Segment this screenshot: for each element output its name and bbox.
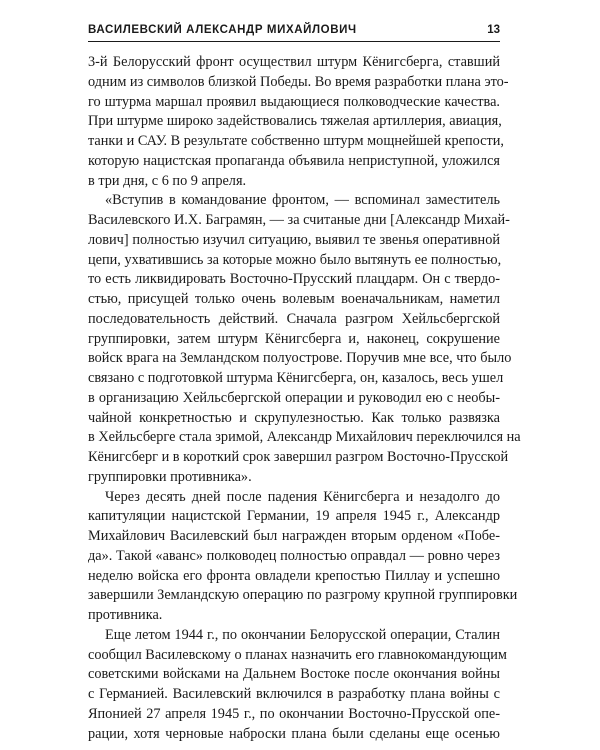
text-line: цепи, ухватившись за которые можно было вытянуть ее полностью,: [88, 251, 502, 268]
text-line: которую нацистская пропаганда объявила неприступной, уложился: [88, 152, 500, 169]
text-line: Михайлович Василевский был награжден вторым орденом «Побе-: [88, 528, 500, 544]
text-line: 3-й Белорусский фронт осуществил штурм Кёнигсберга, ставший: [88, 54, 500, 70]
text-line: стью, присущей только очень волевым военачальникам, наметил: [88, 291, 500, 307]
page-number: 13: [487, 24, 500, 36]
text-line: группировки, затем штурм Кёнигсберга и, наконец, сокрушение: [88, 330, 500, 347]
text-line: рации, хотя черновые наброски плана были сделаны еще осенью: [88, 725, 500, 742]
text-line: в три дня, с 6 по 9 апреля.: [88, 172, 247, 189]
text-line: группировки противника».: [88, 468, 252, 485]
text-line: Еще летом 1944 г., по окончании Белорусской операции, Сталин: [105, 626, 500, 643]
text-line: одним из символов близкой Победы. Во время разработки плана это-: [88, 73, 509, 90]
text-line: го штурма маршал проявил выдающиеся полководческие качества.: [88, 93, 500, 110]
text-line: связано с подготовкой штурма Кёнигсберга, он, казалось, весь ушел: [88, 370, 504, 386]
text-line: завершили Земландскую операцию по разгрому крупной группировки: [88, 587, 518, 604]
running-title: ВАСИЛЕВСКИЙ АЛЕКСАНДР МИХАЙЛОВИЧ: [88, 24, 357, 36]
text-line: чайной конкретностью и скрупулезностью. Как только развязка: [88, 409, 500, 426]
text-line: При штурме широко задействовались тяжелая артиллерия, авиация,: [88, 113, 502, 130]
paragraph-3: [88, 488, 518, 626]
paragraph-2: [88, 191, 521, 487]
text-line: противника.: [88, 607, 163, 623]
text-line: последовательность действий. Сначала разгром Хейльсбергской: [88, 310, 500, 327]
text-line: да». Такой «аванс» полководец полностью оправдал — ровно через: [88, 547, 500, 564]
text-line: неделю войска его фронта овладели крепостью Пиллау и успешно: [88, 567, 500, 584]
body-text: [88, 53, 521, 744]
header-rule: [88, 41, 500, 42]
text-line: войск врага на Земландском полуострове. Поручив мне все, что было: [88, 350, 512, 367]
text-line: «Вступив в командование фронтом, — вспоминал заместитель: [105, 192, 500, 209]
text-line: капитуляции нацистской Германии, 19 апреля 1945 г., Александр: [88, 508, 500, 525]
text-line: танки и САУ. В результате собственно штурм мощнейшей крепости,: [88, 133, 504, 149]
text-line: с Германией. Василевский включился в разработку плана войны с: [88, 686, 500, 702]
paragraph-1: [88, 53, 509, 191]
text-line: советскими войсками на Дальнем Востоке после окончания войны: [88, 666, 500, 683]
text-line: Японией 27 апреля 1945 г., по окончании Восточно-Прусской опе-: [88, 705, 500, 722]
text-line: лович] полностью изучил ситуацию, выявил те звенья оперативной: [88, 231, 500, 248]
text-line: Кёнигсберг и в короткий срок завершил разгром Восточно-Прусской: [88, 449, 509, 465]
text-line: Через десять дней после падения Кёнигсберга и незадолго до: [105, 488, 500, 505]
text-line: в организацию Хейльсбергской операции и руководил ею с необы-: [88, 389, 500, 406]
text-line: сообщил Василевскому о планах назначить его главнокомандующим: [88, 646, 507, 663]
text-line: Василевского И.Х. Баграмян, — за считаные дни [Александр Михай-: [88, 212, 510, 228]
running-header: [88, 20, 500, 42]
text-line: то есть ликвидировать Восточно-Прусский плацдарм. Он с твердо-: [88, 271, 500, 288]
text-line: в Хейльсберге стала зримой, Александр Михайлович переключился на: [88, 429, 521, 446]
paragraph-4: [88, 626, 507, 745]
